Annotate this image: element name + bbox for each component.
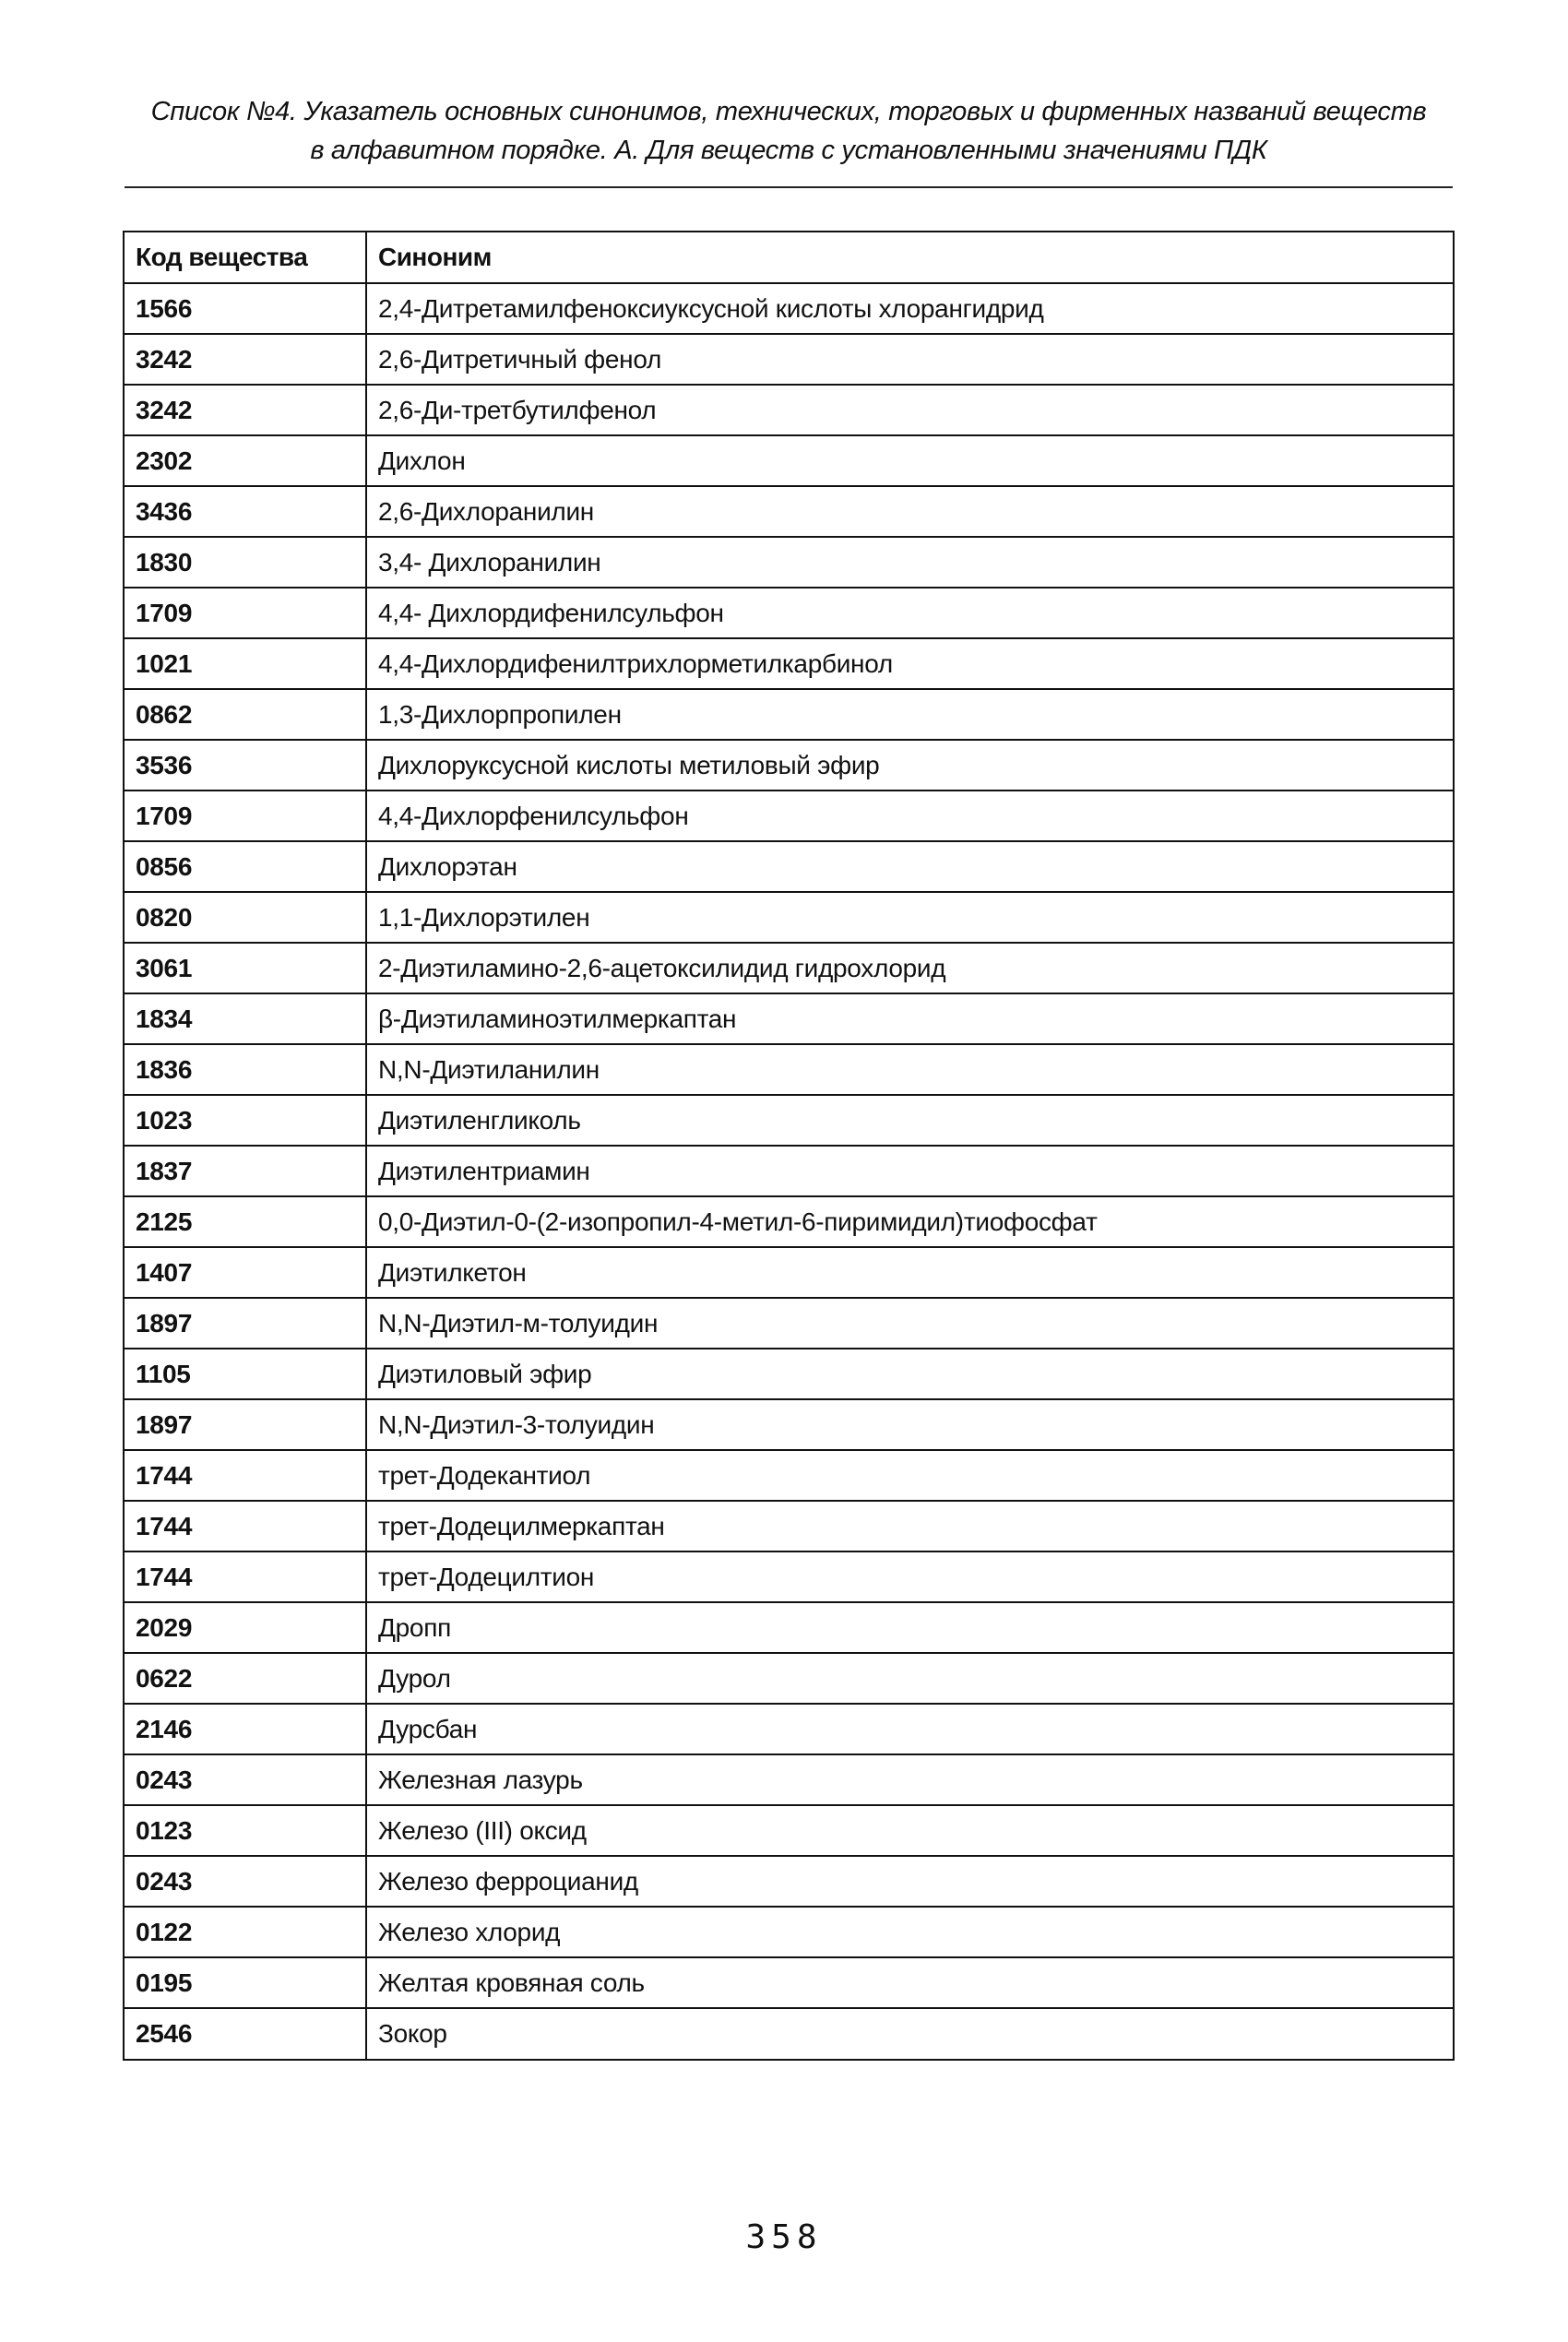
page-header [125,92,1453,170]
substance-code-cell: 0862 [125,689,366,740]
substance-code-cell: 1744 [125,1501,366,1551]
synonym-cell: 2,6-Ди-третбутилфенол [366,385,1453,435]
synonym-cell: трет-Додекантиол [366,1450,1453,1501]
substance-code-cell: 3061 [125,943,366,993]
table-row [125,1754,1453,1805]
table-row [125,1450,1453,1501]
synonym-cell: β-Диэтиламиноэтилмеркаптан [366,993,1453,1044]
substance-code-cell: 1021 [125,638,366,689]
table-row [125,385,1453,435]
table-row [125,1349,1453,1399]
table-row [125,638,1453,689]
table-row [125,1298,1453,1349]
synonym-cell: 4,4-Дихлордифенилтрихлорметилкарбинол [366,638,1453,689]
table-row [125,1856,1453,1907]
table-row [125,283,1453,334]
synonym-cell: Дурол [366,1653,1453,1704]
table-row [125,2008,1453,2059]
substance-code-cell: 1837 [125,1146,366,1196]
substance-code-cell: 1105 [125,1349,366,1399]
substance-code-cell: 2146 [125,1704,366,1754]
table-row [125,841,1453,892]
substance-code-cell: 0122 [125,1907,366,1957]
substance-code-cell: 3436 [125,486,366,537]
synonym-cell: 2,6-Дитретичный фенол [366,334,1453,385]
table-row [125,892,1453,943]
table-row [125,334,1453,385]
synonym-table [125,232,1453,2059]
header-line-2: в алфавитном порядке. А. Для веществ с установленными значениями ПДК [310,136,1267,165]
page-number: 358 [745,2218,823,2256]
header-line-1: Список №4. Указатель основных синонимов, технических, торговых и фирменных названий веществ [150,97,1427,126]
synonym-cell: 0,0-Диэтил-0-(2-изопропил-4-метил-6-пиримидил)тиофосфат [366,1196,1453,1247]
synonym-cell: Диэтилкетон [366,1247,1453,1298]
synonym-cell: N,N-Диэтил-3-толуидин [366,1399,1453,1450]
synonym-table-frame [123,231,1455,2061]
substance-code-cell: 2029 [125,1602,366,1653]
substance-code-cell: 1709 [125,588,366,638]
synonym-cell: 1,1-Дихлорэтилен [366,892,1453,943]
substance-code-cell: 1023 [125,1095,366,1146]
substance-code-cell: 0195 [125,1957,366,2008]
substance-code-cell: 1407 [125,1247,366,1298]
table-row [125,1044,1453,1095]
table-row [125,1399,1453,1450]
substance-code-cell: 2125 [125,1196,366,1247]
table-row [125,1095,1453,1146]
synonym-cell: Железо ферроцианид [366,1856,1453,1907]
synonym-cell: Железо (III) оксид [366,1805,1453,1856]
substance-code-cell: 1834 [125,993,366,1044]
substance-code-cell: 0622 [125,1653,366,1704]
table-header-row [125,232,1453,283]
synonym-cell: трет-Додецилмеркаптан [366,1501,1453,1551]
table-row [125,1653,1453,1704]
table-row [125,689,1453,740]
synonym-cell: Железная лазурь [366,1754,1453,1805]
substance-code-cell: 2546 [125,2008,366,2059]
synonym-cell: N,N-Диэтил-м-толуидин [366,1298,1453,1349]
table-row [125,1146,1453,1196]
substance-code-cell: 1709 [125,791,366,841]
substance-code-cell: 3242 [125,334,366,385]
synonym-cell: трет-Додецилтион [366,1551,1453,1602]
synonym-cell: Дурсбан [366,1704,1453,1754]
table-row [125,1602,1453,1653]
synonym-cell: Диэтиленгликоль [366,1095,1453,1146]
substance-code-cell: 0856 [125,841,366,892]
table-row [125,537,1453,588]
table-row [125,943,1453,993]
synonym-cell: 4,4-Дихлорфенилсульфон [366,791,1453,841]
header-divider [125,186,1453,188]
column-header-code: Код вещества [125,232,366,283]
table-row [125,1196,1453,1247]
synonym-cell: 1,3-Дихлорпропилен [366,689,1453,740]
synonym-cell: Диэтиловый эфир [366,1349,1453,1399]
substance-code-cell: 3242 [125,385,366,435]
table-row [125,791,1453,841]
synonym-cell: Зокор [366,2008,1453,2059]
synonym-cell: 4,4- Дихлордифенилсульфон [366,588,1453,638]
substance-code-cell: 1744 [125,1450,366,1501]
synonym-cell: 2,6-Дихлоранилин [366,486,1453,537]
synonym-cell: N,N-Диэтиланилин [366,1044,1453,1095]
table-row [125,1907,1453,1957]
synonym-cell: 3,4- Дихлоранилин [366,537,1453,588]
table-row [125,1247,1453,1298]
substance-code-cell: 2302 [125,435,366,486]
substance-code-cell: 1566 [125,283,366,334]
table-row [125,1551,1453,1602]
synonym-cell: Диэтилентриамин [366,1146,1453,1196]
table-row [125,993,1453,1044]
table-row [125,1501,1453,1551]
substance-code-cell: 1744 [125,1551,366,1602]
substance-code-cell: 0123 [125,1805,366,1856]
substance-code-cell: 1897 [125,1399,366,1450]
synonym-cell: 2,4-Дитретамилфеноксиуксусной кислоты хлорангидрид [366,283,1453,334]
synonym-cell: Железо хлорид [366,1907,1453,1957]
table-row [125,1805,1453,1856]
table-body [125,283,1453,2059]
substance-code-cell: 0820 [125,892,366,943]
synonym-cell: Дихлон [366,435,1453,486]
substance-code-cell: 0243 [125,1754,366,1805]
column-header-synonym: Синоним [366,232,1453,283]
substance-code-cell: 1897 [125,1298,366,1349]
substance-code-cell: 1830 [125,537,366,588]
substance-code-cell: 0243 [125,1856,366,1907]
synonym-cell: 2-Диэтиламино-2,6-ацетоксилидид гидрохлорид [366,943,1453,993]
table-row [125,1957,1453,2008]
table-row [125,1704,1453,1754]
table-row [125,740,1453,791]
table-row [125,486,1453,537]
substance-code-cell: 1836 [125,1044,366,1095]
table-row [125,588,1453,638]
synonym-cell: Дропп [366,1602,1453,1653]
synonym-cell: Дихлоруксусной кислоты метиловый эфир [366,740,1453,791]
substance-code-cell: 3536 [125,740,366,791]
table-row [125,435,1453,486]
synonym-cell: Дихлорэтан [366,841,1453,892]
synonym-cell: Желтая кровяная соль [366,1957,1453,2008]
